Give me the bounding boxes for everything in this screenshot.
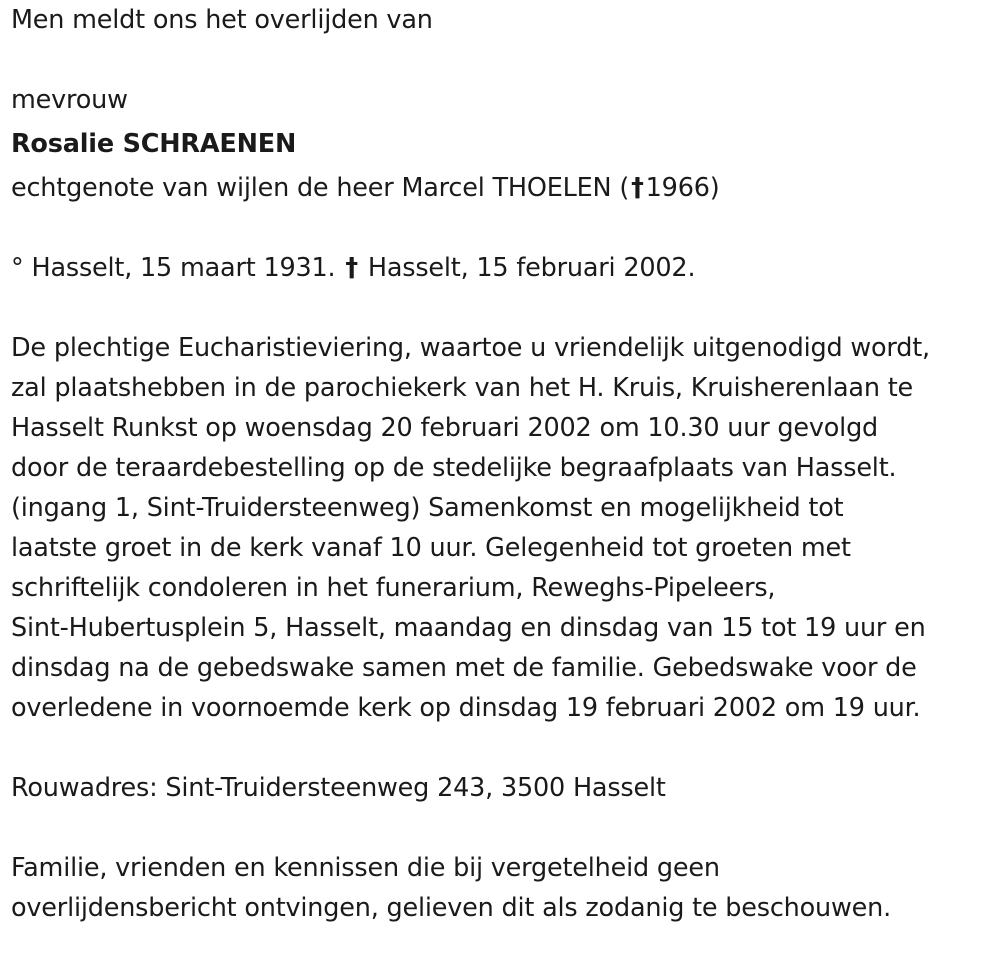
- ceremony-line: laatste groet in de kerk vanaf 10 uur. Gelegenheid tot groeten met: [11, 533, 851, 563]
- closing-line: Familie, vrienden en kennissen die bij vergetelheid geen: [11, 853, 720, 883]
- ceremony-line: De plechtige Eucharistieviering, waartoe u vriendelijk uitgenodigd wordt,: [11, 333, 930, 363]
- dates-line: [11, 248, 996, 288]
- spacer: [11, 728, 996, 768]
- spacer: [11, 208, 996, 248]
- cross-icon: †: [631, 173, 644, 203]
- cross-icon: †: [345, 253, 358, 283]
- ceremony-line: (ingang 1, Sint-Truidersteenweg) Samenkomst en mogelijkheid tot: [11, 493, 844, 523]
- spacer: [11, 808, 996, 848]
- birth-text: Hasselt, 15 maart 1931.: [31, 253, 336, 283]
- spacer: [11, 40, 996, 80]
- obituary-notice: [11, 0, 996, 928]
- ceremony-line: door de teraardebestelling op de stedelijke begraafplaats van Hasselt.: [11, 453, 897, 483]
- honorific: mevrouw: [11, 85, 128, 115]
- ceremony-line: zal plaatshebben in de parochiekerk van het H. Kruis, Kruisherenlaan te: [11, 373, 913, 403]
- closing-line: overlijdensbericht ontvingen, gelieven dit als zodanig te beschouwen.: [11, 893, 892, 923]
- intro-text: Men meldt ons het overlijden van: [11, 5, 433, 35]
- spouse-line: [11, 168, 996, 208]
- ceremony-line: Sint-Hubertusplein 5, Hasselt, maandag en dinsdag van 15 tot 19 uur en: [11, 613, 926, 643]
- ceremony-line: overledene in voornoemde kerk op dinsdag 19 februari 2002 om 19 uur.: [11, 693, 921, 723]
- ceremony-line: Hasselt Runkst op woensdag 20 februari 2002 om 10.30 uur gevolgd: [11, 413, 879, 443]
- birth-symbol: °: [11, 253, 24, 283]
- deceased-name: Rosalie SCHRAENEN: [11, 129, 297, 159]
- spouse-death-year: 1966): [645, 173, 720, 203]
- spacer: [11, 288, 996, 328]
- spouse-text: echtgenote van wijlen de heer Marcel THOELEN (: [11, 173, 630, 203]
- death-text: Hasselt, 15 februari 2002.: [367, 253, 696, 283]
- mourning-address: Rouwadres: Sint-Truidersteenweg 243, 3500 Hasselt: [11, 773, 666, 803]
- ceremony-line: schriftelijk condoleren in het funerarium, Reweghs-Pipeleers,: [11, 573, 776, 603]
- ceremony-line: dinsdag na de gebedswake samen met de familie. Gebedswake voor de: [11, 653, 917, 683]
